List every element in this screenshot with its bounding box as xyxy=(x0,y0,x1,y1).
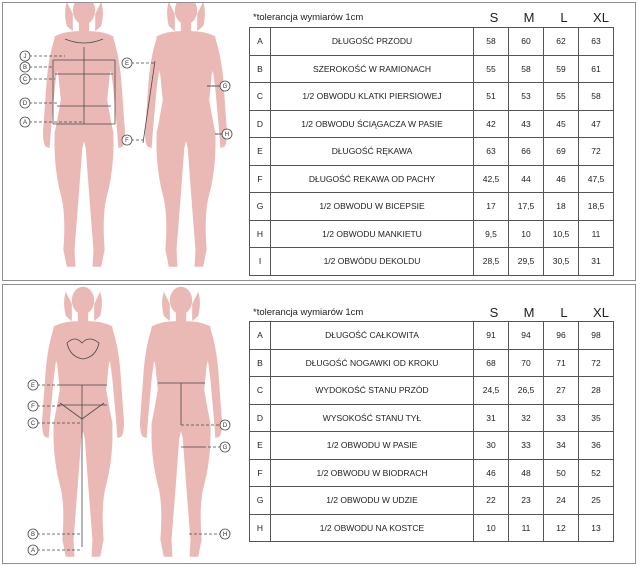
row-value-xl: 47 xyxy=(579,110,614,138)
size-header-xl: XL xyxy=(593,10,609,25)
size-header-s: S xyxy=(489,10,499,25)
row-value-xl: 31 xyxy=(579,248,614,276)
row-value-m: 10 xyxy=(509,220,544,248)
row-value-l: 27 xyxy=(544,377,579,405)
row-value-l: 45 xyxy=(544,110,579,138)
row-value-l: 34 xyxy=(544,432,579,460)
row-value-l: 69 xyxy=(544,138,579,166)
row-value-s: 31 xyxy=(474,404,509,432)
row-value-m: 29,5 xyxy=(509,248,544,276)
row-code: E xyxy=(250,138,271,166)
row-value-s: 42,5 xyxy=(474,165,509,193)
row-value-s: 68 xyxy=(474,349,509,377)
row-label: 1/2 OBWODU W UDZIE xyxy=(271,487,474,515)
row-value-s: 46 xyxy=(474,459,509,487)
row-value-s: 22 xyxy=(474,487,509,515)
row-code: G xyxy=(250,487,271,515)
row-code: F xyxy=(250,165,271,193)
row-value-m: 43 xyxy=(509,110,544,138)
size-table-row xyxy=(250,193,614,221)
marker-e-b-text: E xyxy=(30,383,36,389)
row-code: H xyxy=(250,220,271,248)
marker-g-text: G xyxy=(222,84,228,90)
row-value-l: 30,5 xyxy=(544,248,579,276)
size-table-row xyxy=(250,514,614,542)
size-header-xl-bottom: XL xyxy=(593,305,609,320)
row-label: 1/2 OBWODU ŚCIĄGACZA W PASIE xyxy=(271,110,474,138)
row-label: DŁUGOŚĆ REKAWA OD PACHY xyxy=(271,165,474,193)
bottom-size-panel xyxy=(2,284,636,564)
row-value-xl: 13 xyxy=(579,514,614,542)
row-value-xl: 72 xyxy=(579,138,614,166)
row-value-l: 33 xyxy=(544,404,579,432)
row-value-xl: 47,5 xyxy=(579,165,614,193)
row-value-xl: 18,5 xyxy=(579,193,614,221)
row-value-l: 12 xyxy=(544,514,579,542)
size-table-row xyxy=(250,349,614,377)
top-size-table-body xyxy=(250,28,614,276)
row-value-xl: 25 xyxy=(579,487,614,515)
row-value-xl: 72 xyxy=(579,349,614,377)
row-label: 1/2 OBWÓDU DEKOLDU xyxy=(271,248,474,276)
size-table-row xyxy=(250,404,614,432)
front-body-figure xyxy=(43,3,125,267)
bottom-size-table xyxy=(249,321,614,542)
row-label: WYDOKOŚĆ STANU PRZÓD xyxy=(271,377,474,405)
marker-c-text: C xyxy=(22,77,28,83)
marker-a-text: A xyxy=(22,120,28,126)
row-value-s: 63 xyxy=(474,138,509,166)
size-table-row xyxy=(250,165,614,193)
row-value-m: 17,5 xyxy=(509,193,544,221)
row-label: 1/2 OBWODU KLATKI PIERSIOWEJ xyxy=(271,83,474,111)
row-value-xl: 61 xyxy=(579,55,614,83)
row-value-s: 24,5 xyxy=(474,377,509,405)
row-code: D xyxy=(250,404,271,432)
size-header-m: M xyxy=(523,10,535,25)
marker-g-b-text: G xyxy=(222,445,228,451)
back-body-figure xyxy=(145,3,230,267)
row-value-m: 58 xyxy=(509,55,544,83)
row-value-l: 10,5 xyxy=(544,220,579,248)
row-label: SZEROKOŚĆ W RAMIONACH xyxy=(271,55,474,83)
row-value-m: 53 xyxy=(509,83,544,111)
row-value-l: 55 xyxy=(544,83,579,111)
top-size-panel xyxy=(2,2,636,281)
row-value-l: 18 xyxy=(544,193,579,221)
row-value-xl: 58 xyxy=(579,83,614,111)
row-value-s: 51 xyxy=(474,83,509,111)
row-label: DŁUGOŚĆ NOGAWKI OD KROKU xyxy=(271,349,474,377)
bottom-size-table-body xyxy=(250,322,614,542)
marker-e-text: E xyxy=(124,61,130,67)
row-value-s: 28,5 xyxy=(474,248,509,276)
size-table-row xyxy=(250,248,614,276)
row-code: B xyxy=(250,349,271,377)
size-table-row xyxy=(250,110,614,138)
row-value-s: 42 xyxy=(474,110,509,138)
top-figures-svg xyxy=(3,3,243,282)
row-value-m: 23 xyxy=(509,487,544,515)
front-body-figure-bottom xyxy=(42,287,124,557)
row-value-m: 32 xyxy=(509,404,544,432)
row-label: 1/2 OBWODU W BIODRACH xyxy=(271,459,474,487)
row-value-s: 30 xyxy=(474,432,509,460)
row-value-s: 10 xyxy=(474,514,509,542)
row-code: B xyxy=(250,55,271,83)
row-value-l: 62 xyxy=(544,28,579,56)
row-value-xl: 35 xyxy=(579,404,614,432)
row-value-xl: 11 xyxy=(579,220,614,248)
row-value-m: 66 xyxy=(509,138,544,166)
row-code: D xyxy=(250,110,271,138)
row-value-xl: 63 xyxy=(579,28,614,56)
row-value-m: 44 xyxy=(509,165,544,193)
row-code: F xyxy=(250,459,271,487)
row-value-s: 91 xyxy=(474,322,509,350)
row-value-l: 96 xyxy=(544,322,579,350)
row-value-m: 33 xyxy=(509,432,544,460)
row-value-xl: 28 xyxy=(579,377,614,405)
row-code: G xyxy=(250,193,271,221)
row-value-l: 50 xyxy=(544,459,579,487)
row-value-l: 46 xyxy=(544,165,579,193)
row-value-m: 94 xyxy=(509,322,544,350)
size-header-m-bottom: M xyxy=(523,305,535,320)
marker-b-text: B xyxy=(22,65,28,71)
row-value-m: 60 xyxy=(509,28,544,56)
marker-f-text: F xyxy=(125,138,129,144)
row-label: 1/2 OBWODU NA KOSTCE xyxy=(271,514,474,542)
tolerance-note-bottom: *tolerancja wymiarów 1cm xyxy=(253,307,364,318)
size-table-row xyxy=(250,377,614,405)
size-header-l: L xyxy=(560,10,568,25)
row-value-m: 11 xyxy=(509,514,544,542)
marker-b-b-text: B xyxy=(30,532,36,538)
row-label: WYSOKOŚĆ STANU TYŁ xyxy=(271,404,474,432)
row-label: 1/2 OBWODU MANKIETU xyxy=(271,220,474,248)
row-value-m: 48 xyxy=(509,459,544,487)
size-table-row xyxy=(250,55,614,83)
row-code: C xyxy=(250,83,271,111)
marker-a-b-text: A xyxy=(30,548,36,554)
row-code: H xyxy=(250,514,271,542)
top-figures xyxy=(3,3,243,280)
row-code: I xyxy=(250,248,271,276)
size-table-row xyxy=(250,28,614,56)
marker-h-b-text: H xyxy=(222,532,228,538)
row-value-s: 9,5 xyxy=(474,220,509,248)
size-table-row xyxy=(250,322,614,350)
row-value-l: 59 xyxy=(544,55,579,83)
row-label: DŁUGOŚĆ RĘKAWA xyxy=(271,138,474,166)
bottom-figures-svg xyxy=(3,285,243,565)
top-size-table xyxy=(249,27,614,276)
marker-j-text: J xyxy=(23,54,27,60)
row-label: DŁUGOŚĆ PRZODU xyxy=(271,28,474,56)
size-header-l-bottom: L xyxy=(560,305,568,320)
row-value-xl: 52 xyxy=(579,459,614,487)
bottom-figures xyxy=(3,285,243,563)
row-value-m: 26,5 xyxy=(509,377,544,405)
marker-d-text: D xyxy=(22,101,28,107)
size-table-row xyxy=(250,83,614,111)
size-table-row xyxy=(250,432,614,460)
row-code: A xyxy=(250,28,271,56)
row-value-s: 55 xyxy=(474,55,509,83)
row-value-s: 17 xyxy=(474,193,509,221)
row-value-l: 71 xyxy=(544,349,579,377)
row-code: A xyxy=(250,322,271,350)
size-table-row xyxy=(250,220,614,248)
row-value-xl: 98 xyxy=(579,322,614,350)
marker-d-b-text: D xyxy=(222,423,228,429)
row-label: DŁUGOŚĆ CAŁKOWITA xyxy=(271,322,474,350)
marker-f-b-text: F xyxy=(31,404,35,410)
tolerance-note: *tolerancja wymiarów 1cm xyxy=(253,12,364,23)
row-label: 1/2 OBWODU W BICEPSIE xyxy=(271,193,474,221)
row-value-m: 70 xyxy=(509,349,544,377)
marker-h-text: H xyxy=(224,132,230,138)
size-table-row xyxy=(250,138,614,166)
row-code: C xyxy=(250,377,271,405)
row-value-s: 58 xyxy=(474,28,509,56)
row-value-l: 24 xyxy=(544,487,579,515)
size-table-row xyxy=(250,487,614,515)
row-code: E xyxy=(250,432,271,460)
marker-c-b-text: C xyxy=(30,421,36,427)
row-label: 1/2 OBWODU W PASIE xyxy=(271,432,474,460)
size-header-s-bottom: S xyxy=(489,305,499,320)
row-value-xl: 36 xyxy=(579,432,614,460)
size-table-row xyxy=(250,459,614,487)
